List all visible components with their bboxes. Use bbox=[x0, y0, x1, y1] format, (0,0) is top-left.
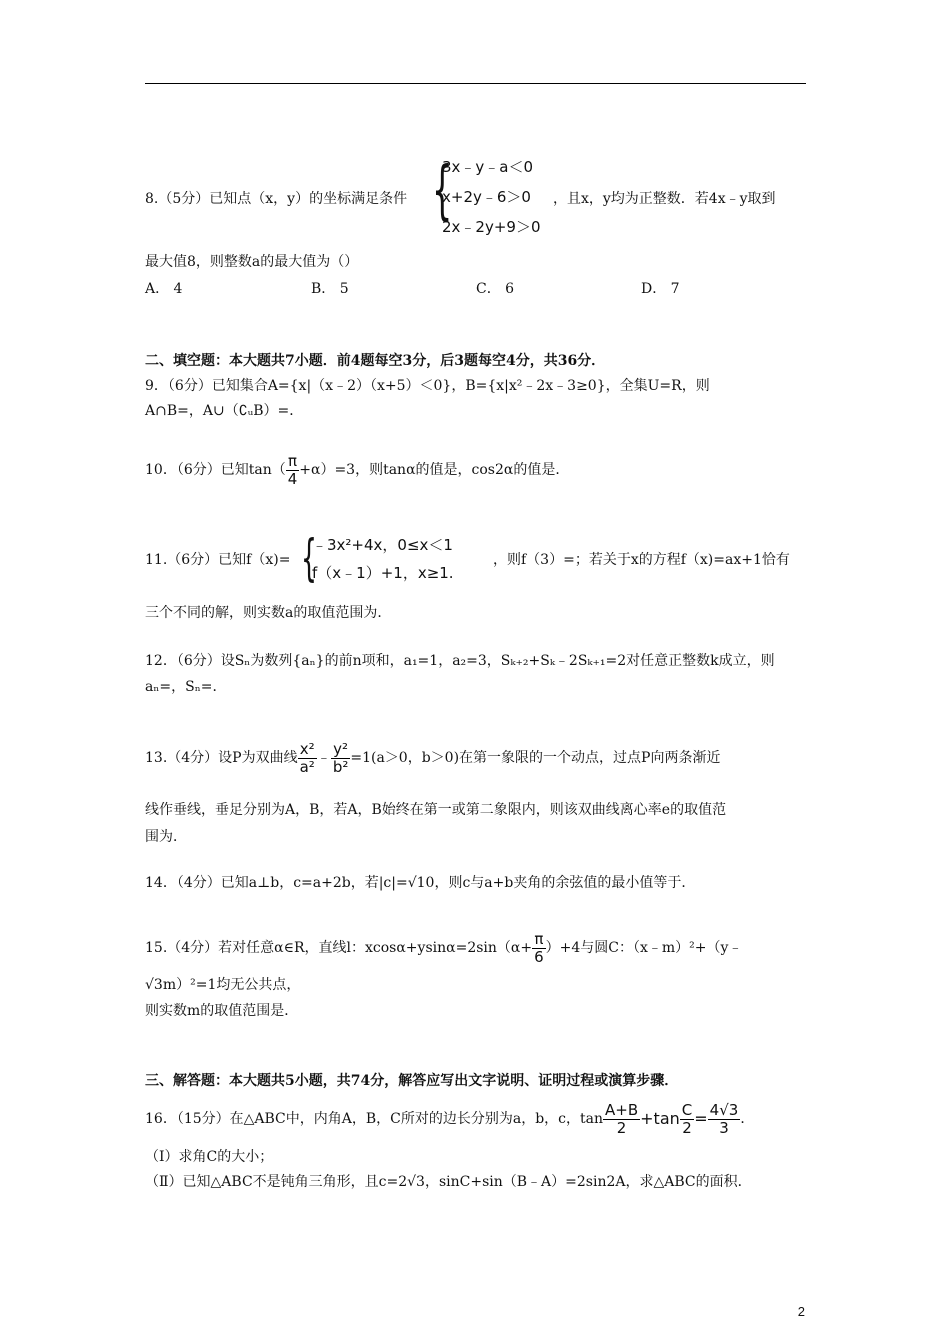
q10-suffix: +α）=3，则tanα的值是，cos2α的值是． bbox=[299, 462, 570, 478]
q16-frac2-num: C bbox=[681, 1100, 693, 1119]
q9-line2: A∩B=，A∪（∁ᵤB）=． bbox=[145, 403, 304, 419]
header-rule bbox=[145, 83, 806, 84]
q8-suffix: ，且x，y均为正整数．若4x﹣y取到 bbox=[553, 191, 776, 207]
q12-line2: aₙ=，Sₙ=． bbox=[145, 679, 227, 695]
q8-option-c: C． 6 bbox=[476, 281, 515, 297]
q11-prefix: 11.（6分）已知f（x)= bbox=[145, 552, 291, 568]
q15-prefix: 15.（4分）若对任意α∈R，直线l：xcosα+ysinα=2sin（α+ bbox=[145, 940, 533, 956]
question-10 bbox=[145, 447, 569, 493]
q13-frac1-den: a² bbox=[299, 757, 315, 776]
q8-sys-3: 2x﹣2y+9＞0 bbox=[442, 218, 541, 236]
q13-suffix: =1(a＞0，b＞0)在第一象限的一个动点，过点P向两条渐近 bbox=[350, 750, 721, 766]
q16-frac3-den: 3 bbox=[719, 1118, 729, 1137]
q10-fraction bbox=[286, 453, 300, 488]
q16-fraction-c bbox=[680, 1102, 694, 1137]
q11-suffix: ，则f（3）=；若关于x的方程f（x)=ax+1恰有 bbox=[493, 552, 790, 568]
q16-fraction-value bbox=[708, 1102, 741, 1137]
q14-line: 14．（4分）已知a⊥b，c=a+2b，若|c|=√10，则c与a+b夹角的余弦值的最小值等于． bbox=[145, 875, 696, 891]
q10-prefix: 10．（6分）已知tan（ bbox=[145, 462, 286, 478]
section-3-heading: 三、解答题：本大题共5小题，共74分，解答应写出文字说明、证明过程或演算步骤． bbox=[145, 1073, 679, 1089]
q8-system bbox=[442, 158, 562, 238]
q11-case-2: f（x﹣1）+1，x≥1. bbox=[312, 564, 454, 582]
q16-eq: = bbox=[694, 1109, 708, 1128]
q16-mid: +tan bbox=[640, 1109, 680, 1128]
q15-frac-den: 6 bbox=[534, 947, 544, 966]
q13-fraction-y bbox=[331, 741, 351, 776]
q15-fraction bbox=[532, 931, 546, 966]
q8-option-b: B． 5 bbox=[311, 281, 349, 297]
q16-frac1-den: 2 bbox=[616, 1118, 627, 1137]
q13-fraction-x bbox=[298, 741, 317, 776]
q11-cases bbox=[312, 536, 497, 586]
question-13 bbox=[145, 734, 720, 782]
q16-frac2-den: 2 bbox=[682, 1118, 692, 1137]
q16-part1: （Ⅰ）求角C的大小； bbox=[145, 1149, 274, 1165]
q13-frac2-num: y² bbox=[331, 741, 351, 759]
q16-prefix: 16．（15分）在△ABC中，内角A，B，C所对的边长分别为a，b，c，tan bbox=[145, 1111, 604, 1127]
q15-suffix: ）+4与圆C：（x﹣m）²+（y﹣ bbox=[545, 940, 743, 956]
question-16 bbox=[145, 1096, 754, 1142]
q9-line1: 9．（6分）已知集合A={x|（x﹣2）（x+5）＜0}，B={x|x²﹣2x﹣3≥0}，全集U=R，则 bbox=[145, 378, 710, 394]
q16-end: ． bbox=[740, 1111, 755, 1127]
q10-frac-num: π bbox=[286, 453, 300, 471]
q16-frac3-num: 4√3 bbox=[709, 1100, 739, 1119]
q13-frac1-num: x² bbox=[298, 741, 317, 759]
q13-line2: 线作垂线，垂足分别为A，B，若A，B始终在第一或第二象限内，则该双曲线离心率e的取值范 bbox=[145, 802, 727, 818]
q8-brace: { bbox=[432, 154, 453, 228]
q8-option-a: A． 4 bbox=[145, 281, 183, 297]
q11-line2: 三个不同的解，则实数a的取值范围为． bbox=[145, 605, 392, 621]
q13-line3: 围为． bbox=[145, 829, 187, 845]
q8-prefix: 8.（5分）已知点（x，y）的坐标满足条件 bbox=[145, 191, 408, 207]
q13-prefix: 13.（4分）设P为双曲线 bbox=[145, 750, 298, 766]
section-2-heading: 二、填空题：本大题共7小题．前4题每空3分，后3题每空4分，共36分． bbox=[145, 353, 606, 369]
q13-minus: ﹣ bbox=[316, 750, 331, 766]
q16-frac1-num: A+B bbox=[605, 1100, 639, 1119]
q13-frac2-den: b² bbox=[332, 757, 349, 776]
q15-line2: √3m）²=1均无公共点， bbox=[145, 977, 301, 993]
q15-line3: 则实数m的取值范围是． bbox=[145, 1003, 299, 1019]
q8-option-d: D． 7 bbox=[641, 281, 680, 297]
page-number: 2 bbox=[797, 1304, 805, 1319]
q12-line1: 12．（6分）设Sₙ为数列{aₙ}的前n项和，a₁=1，a₂=3，Sₖ₊₂+Sₖ﹣2Sₖ₊₁=2对任意正整数k成立，则 bbox=[145, 653, 775, 669]
question-15 bbox=[145, 925, 742, 971]
q11-case-1: ﹣3x²+4x，0≤x＜1 bbox=[312, 536, 453, 554]
q16-fraction-ab bbox=[603, 1102, 640, 1137]
q10-frac-den: 4 bbox=[287, 469, 298, 488]
q16-part2: （Ⅱ）已知△ABC不是钝角三角形，且c=2√3，sinC+sin（B﹣A）=2sin2A，求△ABC的面积． bbox=[145, 1174, 752, 1190]
q8-line2: 最大值8，则整数a的最大值为（） bbox=[145, 254, 359, 270]
q8-sys-2: x+2y﹣6＞0 bbox=[442, 188, 531, 206]
q8-sys-1: 3x﹣y﹣a＜0 bbox=[442, 158, 534, 176]
q11-brace: { bbox=[301, 529, 317, 587]
q15-frac-num: π bbox=[532, 931, 546, 949]
